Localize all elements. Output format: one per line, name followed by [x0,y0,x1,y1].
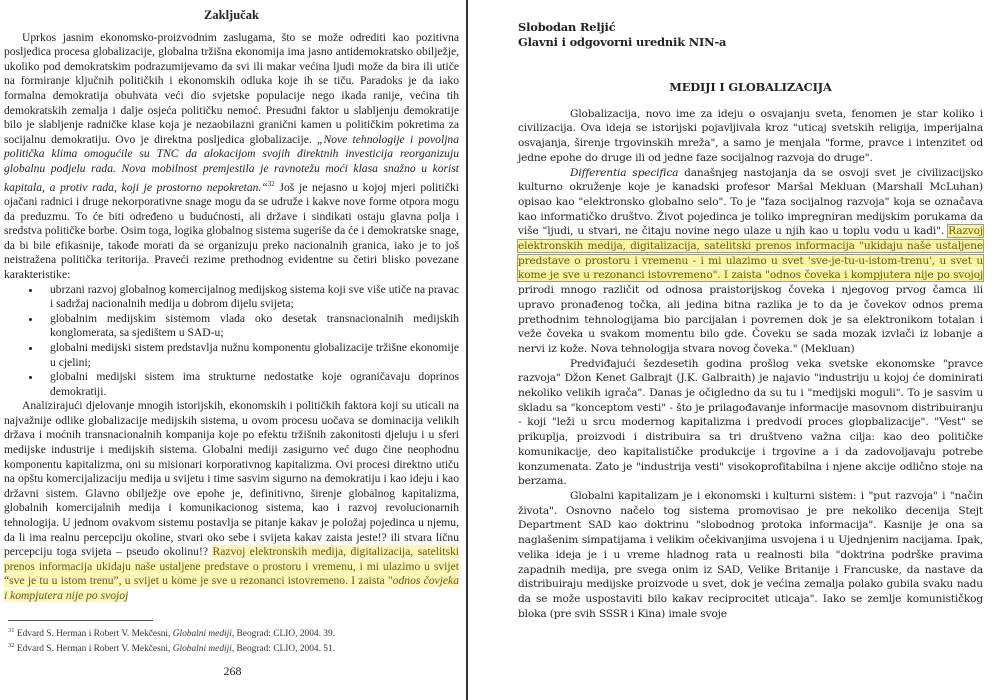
characteristics-list [4,283,459,400]
list-item: • ubrzani razvoj globalnog komercijalnog medijskog sistema koji sve više utiče na pravac i sadržaj nacionalnih medija u dobrom dijelu svijeta; [42,283,459,312]
left-page [0,0,465,700]
footnote [4,625,459,640]
footnote-ref[interactable]: 32 [267,179,275,188]
footnote-book-title: Globalni mediji [172,628,232,639]
section-title: Zaključak [204,8,259,22]
highlighted-text[interactable]: Razvoj elektronskih medija, digitalizacija, satelitski prenos informacija "ukidaju naše ustaljene predstave o prostoru i vremenu - i mi ulazimo u svet 'sve-je-tu-u-istom-trenu', u svet u kome je sve u rezonanci istovremeno". I zaista "odnos čoveka i kompjutera nije po svojoj [518,225,983,282]
latin-phrase: Differentia specifica [570,166,679,179]
article-title: MEDIJI I GLOBALIZACIJA [669,80,832,94]
footnote-text: Edvard S. Herman i Robert V. Mekčesni, [14,628,173,639]
paragraph-4: Globalni kapitalizam je i ekonomski i kulturni sistem: i "put razvoja" i "način života". Osnovno načelo tog sistema promovisao je pre nekoliko decenija Stejt Department SAD kao doktrinu "slobodnog protoka informacija". Kasnije je ona sa naglašenim simpatijama i velikim očekivanjima usvojena i u Ujednjenim nacijama. Ipak, velika ideja je i u vreme hladnog rata u realnosti bila "doktrina podrške pravima zapadnih medija, pre svega onim iz SAD, Velike Britanije i Francuske, da nastave da distribuiraju medijske proizvode u svet, dok je većina zemalja polako gubila svaku nadu da se može uspostaviti bilo kakav reciprocitet uticaja". Iako se zemlje komunističkog bloka (pre svih SSSR i Kina) imale svoje [518,489,983,620]
footnote-number: 31 [8,626,15,634]
page-divider [466,0,468,700]
footnote-text: , Beograd: CLIO, 2004. 51. [231,643,335,654]
paragraph-text: prirodi mnogo različit od odnosa praistorijskog čoveka i njegovog prvog čamca ili upravo pronađenog točka, ali jedina bitna razlika je to da je čovekov odnos prema prethodnim tehnologijama bio parcijalan i povremen dok je sa elektronikom totalan i veže čoveka u svakom momentu bilo gde. Čoveku se sada mozak izvlači iz lobanje a nervi iz kože. Nova tehnologija stvara novog čoveka." (Mekluan) [518,284,983,355]
paragraph-2 [4,399,459,603]
author-role: Glavni i odgovorni urednik NIN-a [518,35,727,49]
list-item: • globalnim medijskim sistemom vlada oko desetak transnacionalnih medijskih konglomerata, sa sjedištem u SAD-u; [42,312,459,341]
author-name: Slobodan Reljić [518,20,616,34]
paragraph-1 [4,31,459,283]
paragraph-3: Predviđajući šezdesetih godina prošlog veka svetske ekonomske "pravce razvoja" Džon Kenet Galbrajt (J.K. Galbraith) je najavio "industriju u kojoj će dominirati nekoliko velikih igrača". Danas je očigledno da su tu i "medijski moguli". To je sasvim u skladu sa "konceptom vesti" - što je prilagođavanje informacije masovnom distribuiranju - koji "leži u srcu modernog kapitalizma i predvodi proces glopbalizacije". "Vest" se prikuplja, proizvodi i distribuira sa tri društveno važna cilja: kao deo političke komunikacije, deo kapitalističke produkcije i trgovine a i da zadovoljavaju potrebe konzumenata. Zato je "industrija vesti" visokoprofitabilna i njene akcije odlično stoje na berzama. [518,357,983,488]
footnote-text: Edvard S. Herman i Robert V. Mekčesni, [14,643,173,654]
highlight-text: Razvoj elektronskih medija, digitalizacija, satelitski prenos informacija ukidaju naše ustaljene predstave o prostoru i vremenu, i mi ulazimo u svijet “sve je tu u istom trenu”, u svijet u kome je sve u rezonanci istovremeno. I zaista " [4,545,460,588]
list-item: • globalni medijski sistem predstavlja nužnu komponentu globalizacije tržišne ekonomije u cjelini; [42,341,459,370]
footnote-book-title: Globalni mediji [172,643,232,654]
paragraph-text: Uprkos jasnim ekonomsko-proizvodnim zaslugama, što se može odrediti kao pozitivna posljedica procesa globalizacije, globalna tržišna ekonomija ima jasno antidemokratsko obilježje, ukoliko pod demokratskim podrazumijevamo da svi ili makar većina ljudi može da bira ili utiče na formiranje ključnih političkih i ekonomskih odluka koje ih se tiču. Paradoks je da iako formalna demokratija obuhvata veći dio svjetske populacije nego ikada ranije, većina tih demokratskih zemalja i dalje osjeća političku nemoć. Presudni faktor u slabljenju demokratije bilo je slabljenje radničke klase koja je nezaobilazni granični kamen u političkim pokretima za socijalnu demokratiju. Ovo je direktna posljedica globalizacije. [4,30,459,146]
highlight-italic-text: odnos čovjeka i kompjutera nije po svojoj [4,574,459,603]
footnote [4,640,459,655]
list-item: • globalni medijski sistem ima strukturne nedostatke koje ograničavaju doprinos demokratiji. [42,370,459,399]
paragraph-text: današnjeg nastojanja da se osvoji svet je civilizacijsko kulturno okruženje koje je kanadski profesor Maršal Mekluan (Marshall McLuhan) opisao kao "elektronsko globalno selo". To je "faza socijalnog razvoja" koja se označava kao informatičko društvo. Život pojedinca je toliko impregniran medijskim porukama da više "ljudi, u stvari, ne čitaju novine nego ulaze u njih kao u toplu vodu u kadi". [518,166,983,238]
footnote-text: , Beograd: CLIO, 2004. 39. [231,628,335,639]
right-page [518,0,983,700]
quote-text: „Nove tehnologije i povoljna politička klima omogućile su TNC da alokacijom svojih direktnih investicija reorganizuju globalnu podjelu rada. Nova mobilnost premjestila je ravnotežu moći klasa snažno u korist kapitala, a protiv rada, koji je prostorno nepokretan.“ [4,132,460,194]
footnote-divider [8,620,153,621]
paragraph-2 [518,166,983,357]
paragraph-1: Globalizacija, novo ime za ideju o osvajanju sveta, fenomen je star koliko i civilizacija. Ova ideja se istorijski pojavljivala kroz "uticaj svetskih religija, imperijalna osvajanja, širenje trgovinskih mreža", a samo je menjala "forme, pravce i intenzitet od jedne epohe do druge ili od jedne faze socijalnog razvoja do druge". [518,107,983,164]
page-number: 268 [223,664,242,678]
paragraph-text: Analizirajući djelovanje mnogih istorijskih, ekonomskih i političkih faktora koji su uticali na najvažnije odlike globalizacije medijskih sistema, u ovom procesu uočava se dominacija velikih država i moćnih transnacionalnih kompanija koje po efektu tržišnih zakonitosti djeluju i u sferi medijske industrije i medijskih sistema. Globalni mediji zasigurno već dugo čine neophodnu komponentu kapitalizma, oni su misionari korporativnog kapitalizma. Ovi procesi direktno utiču na opštu komercijalizaciju medija u svijetu i time sasvim sigurno na demokratiju i kao ideju i kao državni sistem. Glavno obilježje ove epohe je, definitivno, širenje globalnog kapitalizma, globalnih komercijalnih medija i komunikacionog sistema, kao i razvoj revolucionarnih tehnologija. U jednom ovakvom sistemu postavlja se pitanje kakav je položaj pojedinca u njemu, da li ima realnu percepciju okoline, stvari oko sebe i svijeta kakav zaista jeste!? ili stvara ličnu percepciju toga svijeta – pseudo okolinu!? [4,399,459,559]
paragraph-text: Još je nejasno u kojoj mjeri politički ojačani radnici i druge nekorporativne snage mogu da se udruže i kakve nove forme otpora mogu da preduzmu. To će biti određeno u budućnosti, ali države i sindikati ostaju glavna polja i sredstva političke borbe. Osim toga, logika globalnog sistema sugeriše da će i demokratske snage, da bi bile efikasnije, takođe morati da se organizuju preko nacionalnih granica, iako je to još neistražena politička teritorija. Praveći rezime prethodnog evidentne su četiri blisko povezane karakteristike: [4,180,459,281]
footnote-number: 32 [8,641,15,649]
